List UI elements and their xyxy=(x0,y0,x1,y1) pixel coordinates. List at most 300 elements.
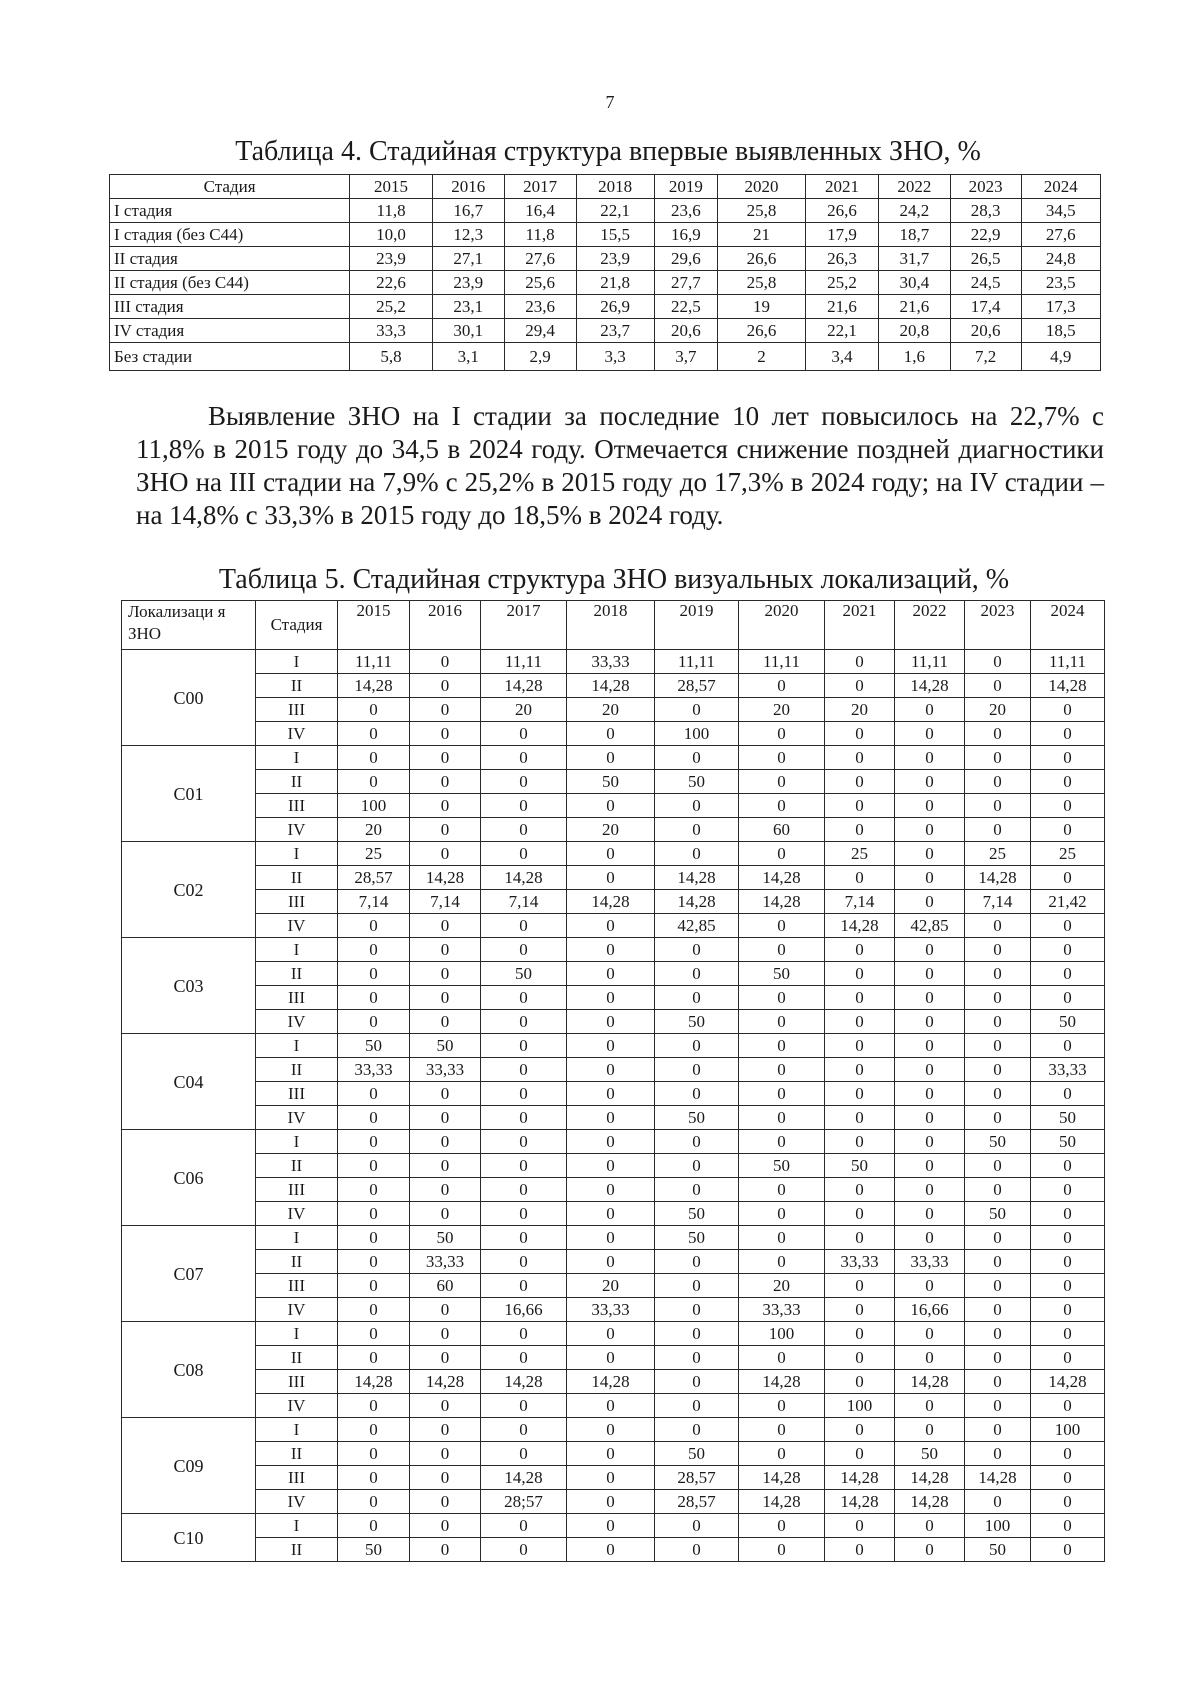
table5-value-cell: 0 xyxy=(825,1370,895,1394)
table4-value-cell: 29,4 xyxy=(504,319,576,343)
table5-row xyxy=(122,794,1105,818)
table5-stage-cell: I xyxy=(256,1322,338,1346)
table5-value-cell: 0 xyxy=(825,722,895,746)
table5-value-cell: 0 xyxy=(410,1178,481,1202)
table5-value-cell: 0 xyxy=(410,962,481,986)
table4-value-cell: 26,6 xyxy=(805,199,878,223)
table5-row xyxy=(122,1034,1105,1058)
table4-header-year: 2016 xyxy=(432,175,504,199)
table5-value-cell: 50 xyxy=(965,1130,1031,1154)
table5-value-cell: 0 xyxy=(825,1202,895,1226)
table5-value-cell: 0 xyxy=(1031,1442,1105,1466)
table5-value-cell: 0 xyxy=(739,986,825,1010)
table5-value-cell: 0 xyxy=(965,650,1031,674)
table5-value-cell: 14,28 xyxy=(739,1466,825,1490)
table5-value-cell: 0 xyxy=(338,1010,410,1034)
table5-value-cell: 0 xyxy=(739,1394,825,1418)
table5-value-cell: 0 xyxy=(410,1538,481,1562)
table5-value-cell: 0 xyxy=(895,746,965,770)
table5-value-cell: 0 xyxy=(410,746,481,770)
table5-value-cell: 0 xyxy=(739,1058,825,1082)
table5-value-cell: 14,28 xyxy=(655,866,739,890)
table5-value-cell: 0 xyxy=(567,1514,655,1538)
table5-header-year: 2020 xyxy=(739,601,825,650)
table5-value-cell: 0 xyxy=(338,1250,410,1274)
table4-value-cell: 4,9 xyxy=(1021,343,1100,371)
table5-value-cell: 0 xyxy=(410,1466,481,1490)
table4-value-cell: 34,5 xyxy=(1021,199,1100,223)
table5-row xyxy=(122,1346,1105,1370)
table4-value-cell: 11,8 xyxy=(504,223,576,247)
table5-value-cell: 0 xyxy=(567,746,655,770)
table5-value-cell: 0 xyxy=(965,1106,1031,1130)
table5-stage-cell: I xyxy=(256,842,338,866)
table5-value-cell: 0 xyxy=(1031,914,1105,938)
table5-value-cell: 0 xyxy=(567,1106,655,1130)
table5-value-cell: 0 xyxy=(338,1154,410,1178)
table5-value-cell: 0 xyxy=(481,1538,567,1562)
table5-value-cell: 25 xyxy=(825,842,895,866)
table5-value-cell: 14,28 xyxy=(825,1466,895,1490)
table5-row xyxy=(122,818,1105,842)
table5-value-cell: 0 xyxy=(655,1418,739,1442)
table5-stage-cell: I xyxy=(256,1418,338,1442)
table5-value-cell: 0 xyxy=(655,1298,739,1322)
table5-value-cell: 0 xyxy=(965,1490,1031,1514)
table5-value-cell: 0 xyxy=(1031,1514,1105,1538)
table5-value-cell: 20 xyxy=(965,698,1031,722)
table5-value-cell: 20 xyxy=(567,818,655,842)
table5-value-cell: 0 xyxy=(965,818,1031,842)
table5-value-cell: 0 xyxy=(567,914,655,938)
table4-stage-cell: Без стадии xyxy=(110,343,350,371)
table5-value-cell: 0 xyxy=(655,1322,739,1346)
table4-value-cell: 21,6 xyxy=(878,295,950,319)
table5-row xyxy=(122,1394,1105,1418)
table4-row xyxy=(110,343,1101,371)
table5-value-cell: 0 xyxy=(965,914,1031,938)
table5-value-cell: 33,33 xyxy=(739,1298,825,1322)
table5-stage-cell: IV xyxy=(256,1394,338,1418)
table5-value-cell: 20 xyxy=(481,698,567,722)
table5-value-cell: 50 xyxy=(825,1154,895,1178)
table5-value-cell: 42,85 xyxy=(895,914,965,938)
table5-value-cell: 0 xyxy=(739,938,825,962)
table5-value-cell: 14,28 xyxy=(481,1466,567,1490)
table5-value-cell: 0 xyxy=(338,1106,410,1130)
table5-value-cell: 0 xyxy=(338,1418,410,1442)
table5-value-cell: 0 xyxy=(895,1178,965,1202)
table4-value-cell: 28,3 xyxy=(950,199,1021,223)
table5-value-cell: 0 xyxy=(655,1274,739,1298)
table4-value-cell: 24,8 xyxy=(1021,247,1100,271)
table5-value-cell: 0 xyxy=(739,722,825,746)
table4-value-cell: 18,7 xyxy=(878,223,950,247)
table4-value-cell: 30,1 xyxy=(432,319,504,343)
table5-row xyxy=(122,650,1105,674)
table5-value-cell: 0 xyxy=(965,1154,1031,1178)
table5-value-cell: 0 xyxy=(1031,938,1105,962)
table5-value-cell: 7,14 xyxy=(965,890,1031,914)
table5-value-cell: 0 xyxy=(338,770,410,794)
table5-localization-cell: C01 xyxy=(122,746,256,842)
table5-value-cell: 0 xyxy=(481,794,567,818)
table5-value-cell: 14,28 xyxy=(895,1370,965,1394)
table5-value-cell: 0 xyxy=(825,1226,895,1250)
table5-value-cell: 11,11 xyxy=(655,650,739,674)
table5-value-cell: 14,28 xyxy=(567,1370,655,1394)
table5-stage-cell: II xyxy=(256,770,338,794)
table5-value-cell: 0 xyxy=(825,1034,895,1058)
table4-value-cell: 30,4 xyxy=(878,271,950,295)
table4-row xyxy=(110,223,1101,247)
table5-value-cell: 0 xyxy=(481,770,567,794)
table5-value-cell: 16,66 xyxy=(895,1298,965,1322)
table5-value-cell: 0 xyxy=(825,1418,895,1442)
table5-value-cell: 0 xyxy=(567,1418,655,1442)
table5-value-cell: 33,33 xyxy=(1031,1058,1105,1082)
table4-value-cell: 20,6 xyxy=(950,319,1021,343)
table5-value-cell: 0 xyxy=(965,1442,1031,1466)
table5-localization-cell: C02 xyxy=(122,842,256,938)
table4-header-year: 2024 xyxy=(1021,175,1100,199)
table5-stage-cell: IV xyxy=(256,1202,338,1226)
table4-value-cell: 7,2 xyxy=(950,343,1021,371)
table5-value-cell: 0 xyxy=(825,770,895,794)
table5-value-cell: 28,57 xyxy=(655,1466,739,1490)
table5-value-cell: 50 xyxy=(655,770,739,794)
table5-value-cell: 0 xyxy=(410,1322,481,1346)
table5-value-cell: 0 xyxy=(481,1346,567,1370)
table5-value-cell: 14,28 xyxy=(739,1490,825,1514)
table5-value-cell: 0 xyxy=(739,770,825,794)
table5-value-cell: 33,33 xyxy=(825,1250,895,1274)
table5-value-cell: 0 xyxy=(567,1322,655,1346)
table4-stage-cell: III стадия xyxy=(110,295,350,319)
table5-value-cell: 25 xyxy=(1031,842,1105,866)
table4-value-cell: 23,6 xyxy=(504,295,576,319)
table5-value-cell: 7,14 xyxy=(481,890,567,914)
table4-value-cell: 3,3 xyxy=(576,343,654,371)
table5-value-cell: 0 xyxy=(410,1346,481,1370)
table5-value-cell: 0 xyxy=(655,1394,739,1418)
table5-stage-cell: I xyxy=(256,1514,338,1538)
table4-header-year: 2018 xyxy=(576,175,654,199)
table5-value-cell: 0 xyxy=(481,842,567,866)
table5-row xyxy=(122,1538,1105,1562)
table5-value-cell: 0 xyxy=(895,1394,965,1418)
table5-value-cell: 0 xyxy=(825,1346,895,1370)
table4-value-cell: 16,7 xyxy=(432,199,504,223)
table5-header-year: 2024 xyxy=(1031,601,1105,650)
table5-value-cell: 14,28 xyxy=(567,674,655,698)
table5-stage-cell: I xyxy=(256,1226,338,1250)
table4-value-cell: 23,7 xyxy=(576,319,654,343)
table4-value-cell: 22,1 xyxy=(576,199,654,223)
table4-value-cell: 15,5 xyxy=(576,223,654,247)
table5-value-cell: 100 xyxy=(1031,1418,1105,1442)
table5-value-cell: 100 xyxy=(825,1394,895,1418)
table5-value-cell: 100 xyxy=(655,722,739,746)
table5-stage-cell: I xyxy=(256,1034,338,1058)
table5-header-year: 2016 xyxy=(410,601,481,650)
table4-value-cell: 24,2 xyxy=(878,199,950,223)
table5-value-cell: 50 xyxy=(965,1202,1031,1226)
table5-value-cell: 0 xyxy=(825,1322,895,1346)
table5-value-cell: 0 xyxy=(481,1442,567,1466)
table5-row xyxy=(122,1418,1105,1442)
table5-value-cell: 0 xyxy=(965,1058,1031,1082)
table5-value-cell: 7,14 xyxy=(338,890,410,914)
table5-value-cell: 0 xyxy=(825,1274,895,1298)
table5-value-cell: 20 xyxy=(825,698,895,722)
table5-value-cell: 0 xyxy=(567,1202,655,1226)
table5-row xyxy=(122,1322,1105,1346)
table4-row xyxy=(110,295,1101,319)
table5-value-cell: 50 xyxy=(1031,1130,1105,1154)
table5-row xyxy=(122,1298,1105,1322)
table5-stage-cell: III xyxy=(256,986,338,1010)
table5-value-cell: 0 xyxy=(481,914,567,938)
table5-row xyxy=(122,1202,1105,1226)
table5-value-cell: 0 xyxy=(655,1154,739,1178)
table5-value-cell: 0 xyxy=(965,1298,1031,1322)
table5-value-cell: 0 xyxy=(481,1106,567,1130)
table5-value-cell: 0 xyxy=(410,698,481,722)
table4-value-cell: 23,1 xyxy=(432,295,504,319)
table5-row xyxy=(122,1274,1105,1298)
table5-value-cell: 0 xyxy=(655,1178,739,1202)
table5-value-cell: 50 xyxy=(965,1538,1031,1562)
table4-header-year: 2022 xyxy=(878,175,950,199)
table4-value-cell: 21 xyxy=(718,223,806,247)
table5-value-cell: 50 xyxy=(655,1106,739,1130)
table5-value-cell: 14,28 xyxy=(567,890,655,914)
table4-value-cell: 12,3 xyxy=(432,223,504,247)
table5-value-cell: 0 xyxy=(338,1322,410,1346)
table5-value-cell: 14,28 xyxy=(895,674,965,698)
table5-value-cell: 0 xyxy=(895,794,965,818)
table5-value-cell: 0 xyxy=(567,1538,655,1562)
table5-value-cell: 0 xyxy=(481,1082,567,1106)
table5-header-year: 2015 xyxy=(338,601,410,650)
table5-value-cell: 0 xyxy=(895,866,965,890)
table4-value-cell: 10,0 xyxy=(350,223,433,247)
table5-value-cell: 0 xyxy=(1031,1178,1105,1202)
table5-value-cell: 0 xyxy=(567,1130,655,1154)
table5-value-cell: 28,57 xyxy=(338,866,410,890)
table5-value-cell: 0 xyxy=(825,1178,895,1202)
table5-value-cell: 0 xyxy=(965,1034,1031,1058)
table4-value-cell: 5,8 xyxy=(350,343,433,371)
table5-value-cell: 0 xyxy=(481,1178,567,1202)
table5-value-cell: 0 xyxy=(895,1346,965,1370)
table5-value-cell: 0 xyxy=(410,1130,481,1154)
table5-value-cell: 0 xyxy=(338,1274,410,1298)
table5-value-cell: 0 xyxy=(895,1538,965,1562)
table5-value-cell: 0 xyxy=(655,818,739,842)
table5-value-cell: 0 xyxy=(655,1370,739,1394)
table4-value-cell: 23,9 xyxy=(576,247,654,271)
table5-value-cell: 0 xyxy=(1031,1202,1105,1226)
table5-value-cell: 0 xyxy=(410,986,481,1010)
table5-stage-cell: IV xyxy=(256,818,338,842)
table5-value-cell: 0 xyxy=(895,698,965,722)
table5-value-cell: 0 xyxy=(567,794,655,818)
table5-value-cell: 0 xyxy=(965,1370,1031,1394)
table5-value-cell: 0 xyxy=(410,1490,481,1514)
table5-value-cell: 50 xyxy=(1031,1106,1105,1130)
table5-value-cell: 100 xyxy=(965,1514,1031,1538)
table5-value-cell: 0 xyxy=(567,962,655,986)
table5-row xyxy=(122,1466,1105,1490)
table5-stage-cell: II xyxy=(256,866,338,890)
table5-value-cell: 0 xyxy=(481,1010,567,1034)
table5-value-cell: 0 xyxy=(410,938,481,962)
table5-value-cell: 0 xyxy=(1031,722,1105,746)
table4 xyxy=(109,174,1101,371)
table4-value-cell: 16,4 xyxy=(504,199,576,223)
table5-value-cell: 0 xyxy=(655,746,739,770)
table5-stage-cell: IV xyxy=(256,1298,338,1322)
table5-value-cell: 0 xyxy=(338,1202,410,1226)
table5-value-cell: 14,28 xyxy=(338,1370,410,1394)
table5-row xyxy=(122,1226,1105,1250)
table5-value-cell: 0 xyxy=(410,1298,481,1322)
table5-value-cell: 11,11 xyxy=(481,650,567,674)
table4-value-cell: 23,9 xyxy=(432,271,504,295)
table4-value-cell: 27,7 xyxy=(654,271,717,295)
table5-value-cell: 0 xyxy=(567,1250,655,1274)
table5-value-cell: 16,66 xyxy=(481,1298,567,1322)
table5-value-cell: 0 xyxy=(567,938,655,962)
table5-stage-cell: II xyxy=(256,1058,338,1082)
table5-value-cell: 14,28 xyxy=(895,1490,965,1514)
table5-value-cell: 0 xyxy=(739,1442,825,1466)
table5-value-cell: 20 xyxy=(739,698,825,722)
table5-value-cell: 0 xyxy=(655,1034,739,1058)
table5-value-cell: 0 xyxy=(410,722,481,746)
table5-value-cell: 0 xyxy=(338,1298,410,1322)
table4-value-cell: 3,1 xyxy=(432,343,504,371)
table5-value-cell: 0 xyxy=(825,986,895,1010)
table5-value-cell: 0 xyxy=(965,1178,1031,1202)
table5-value-cell: 33,33 xyxy=(895,1250,965,1274)
table5-value-cell: 0 xyxy=(481,818,567,842)
table4-value-cell: 29,6 xyxy=(654,247,717,271)
table5-value-cell: 0 xyxy=(739,674,825,698)
table5-value-cell: 33,33 xyxy=(338,1058,410,1082)
table4-value-cell: 25,2 xyxy=(350,295,433,319)
table5-localization-cell: C03 xyxy=(122,938,256,1034)
table5-value-cell: 11,11 xyxy=(338,650,410,674)
table5-value-cell: 0 xyxy=(895,890,965,914)
table5-value-cell: 0 xyxy=(825,650,895,674)
table5-value-cell: 14,28 xyxy=(965,1466,1031,1490)
table5-value-cell: 0 xyxy=(338,1178,410,1202)
table5-stage-cell: I xyxy=(256,650,338,674)
table5-value-cell: 0 xyxy=(1031,818,1105,842)
table5-value-cell: 0 xyxy=(567,1010,655,1034)
table5-value-cell: 0 xyxy=(825,818,895,842)
table5-value-cell: 0 xyxy=(895,1010,965,1034)
table5-value-cell: 0 xyxy=(825,1298,895,1322)
table4-value-cell: 26,3 xyxy=(805,247,878,271)
table5-value-cell: 0 xyxy=(825,1058,895,1082)
table4-value-cell: 24,5 xyxy=(950,271,1021,295)
table5-value-cell: 0 xyxy=(481,1058,567,1082)
table4-header-year: 2020 xyxy=(718,175,806,199)
table5-value-cell: 0 xyxy=(338,1082,410,1106)
table5-value-cell: 0 xyxy=(338,746,410,770)
table5-value-cell: 0 xyxy=(481,722,567,746)
table4-value-cell: 17,9 xyxy=(805,223,878,247)
table5-value-cell: 0 xyxy=(739,1226,825,1250)
table4-stage-cell: IV стадия xyxy=(110,319,350,343)
table4-header-year: 2023 xyxy=(950,175,1021,199)
table5-value-cell: 0 xyxy=(895,818,965,842)
table5-value-cell: 0 xyxy=(739,1010,825,1034)
table5-row xyxy=(122,842,1105,866)
table5-value-cell: 0 xyxy=(895,1226,965,1250)
table5-value-cell: 0 xyxy=(739,1130,825,1154)
table5-value-cell: 0 xyxy=(567,1466,655,1490)
table5-value-cell: 0 xyxy=(1031,1298,1105,1322)
table5-value-cell: 14,28 xyxy=(481,866,567,890)
table5-value-cell: 0 xyxy=(481,1130,567,1154)
table5-value-cell: 0 xyxy=(1031,1274,1105,1298)
table5-stage-cell: IV xyxy=(256,1106,338,1130)
table5-caption: Таблица 5. Стадийная структура ЗНО визуальных локализаций, % xyxy=(218,564,1010,595)
table5-value-cell: 0 xyxy=(410,842,481,866)
table5-value-cell: 0 xyxy=(1031,962,1105,986)
table5-stage-cell: IV xyxy=(256,914,338,938)
table5-header-year: 2017 xyxy=(481,601,567,650)
table5-value-cell: 14,28 xyxy=(739,866,825,890)
table5-value-cell: 42,85 xyxy=(655,914,739,938)
table4-row xyxy=(110,271,1101,295)
table5-value-cell: 0 xyxy=(825,746,895,770)
table5-value-cell: 0 xyxy=(567,1178,655,1202)
table5-value-cell: 50 xyxy=(481,962,567,986)
table5-value-cell: 0 xyxy=(567,1058,655,1082)
table4-value-cell: 2 xyxy=(718,343,806,371)
table5-value-cell: 14,28 xyxy=(481,1370,567,1394)
table5-value-cell: 100 xyxy=(739,1322,825,1346)
table5-stage-cell: III xyxy=(256,1274,338,1298)
table5-value-cell: 0 xyxy=(1031,1538,1105,1562)
table4-value-cell: 3,7 xyxy=(654,343,717,371)
table5-row xyxy=(122,1370,1105,1394)
table5-value-cell: 0 xyxy=(895,1154,965,1178)
table5-value-cell: 7,14 xyxy=(825,890,895,914)
table5-value-cell: 0 xyxy=(567,1226,655,1250)
table5-value-cell: 0 xyxy=(965,1010,1031,1034)
table5-value-cell: 14,28 xyxy=(481,674,567,698)
table5-stage-cell: II xyxy=(256,1346,338,1370)
table5-stage-cell: III xyxy=(256,890,338,914)
table4-value-cell: 25,6 xyxy=(504,271,576,295)
table5-localization-cell: C10 xyxy=(122,1514,256,1562)
table5-value-cell: 100 xyxy=(338,794,410,818)
table5-row xyxy=(122,986,1105,1010)
table5-localization-cell: C06 xyxy=(122,1130,256,1226)
table5-header-year: 2022 xyxy=(895,601,965,650)
table5-header-year: 2019 xyxy=(655,601,739,650)
table5-value-cell: 20 xyxy=(567,1274,655,1298)
table4-row xyxy=(110,319,1101,343)
table5-value-cell: 0 xyxy=(567,1154,655,1178)
